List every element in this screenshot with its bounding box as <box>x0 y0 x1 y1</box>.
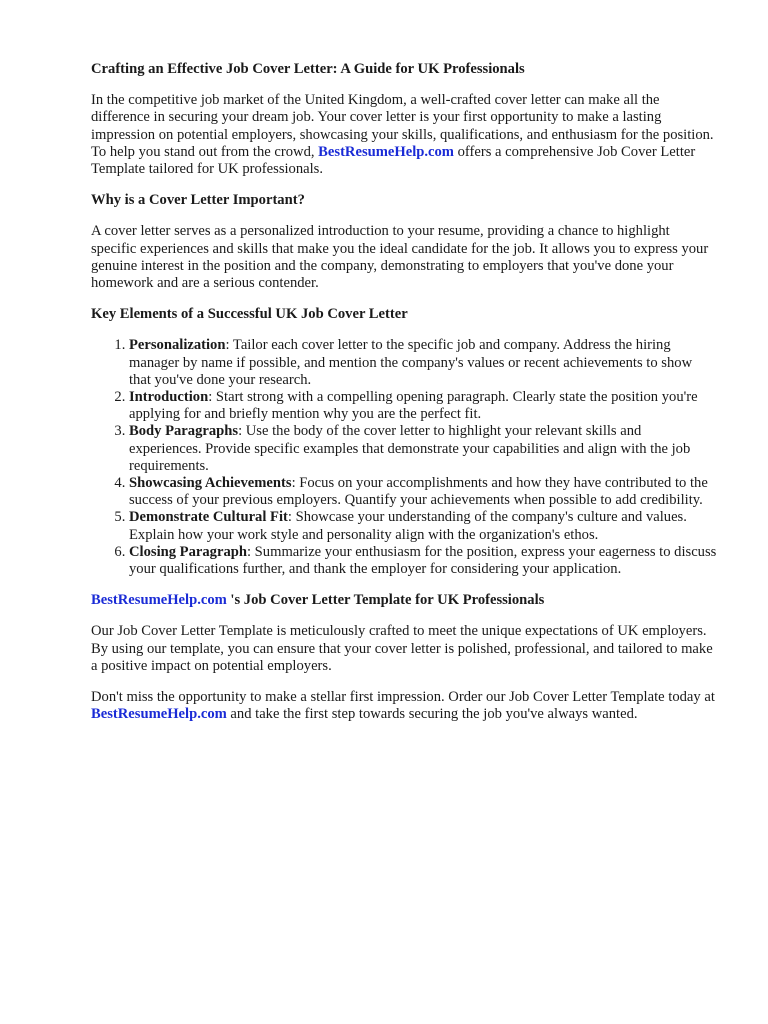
template-heading-text: 's Job Cover Letter Template for UK Professionals <box>226 592 545 609</box>
closing-paragraph <box>91 689 717 723</box>
list-item-cultural-fit <box>129 509 717 543</box>
list-item-text: : Tailor each cover letter to the specific job and company. Address the hiring manager by name if possible, and mention the company's values or recent achievements to show that you've done your research. <box>129 337 693 388</box>
closing-text-after-link: and take the first step towards securing the job you've always wanted. <box>226 706 638 723</box>
list-item-term: Showcasing Achievements <box>129 475 292 492</box>
list-item-term: Personalization <box>129 337 226 354</box>
why-heading: Why is a Cover Letter Important? <box>91 192 305 209</box>
list-item-closing-paragraph <box>129 544 717 578</box>
why-paragraph: A cover letter serves as a personalized introduction to your resume, providing a chance to highlight specific experiences and skills that make you the ideal candidate for the job. It allows you to express your genuine interest in the position and the company, demonstrating to employers that you've done your homework and are a serious contender. <box>91 223 709 292</box>
list-item-text: : Summarize your enthusiasm for the position, express your eagerness to discuss your qualifications further, and thank the employer for considering your application. <box>129 543 717 578</box>
intro-text-before-link: In the competitive job market of the United Kingdom, a well-crafted cover letter can make all the difference in securing your dream job. Your cover letter is your first opportunity to make a lasting impression on potential employers, showcasing your skills, qualifications, and enthusiasm for the position. To help you stand out from the crowd, <box>91 92 714 160</box>
document-title: Crafting an Effective Job Cover Letter: A Guide for UK Professionals <box>91 61 525 77</box>
intro-text-after-link: offers a comprehensive Job Cover Letter Template tailored for UK professionals. <box>91 143 696 178</box>
intro-bestresumehelp-link[interactable]: BestResumeHelp.com <box>318 143 454 160</box>
list-item-body-paragraphs <box>129 423 717 475</box>
list-item-introduction <box>129 389 717 423</box>
template-paragraph: Our Job Cover Letter Template is meticulously crafted to meet the unique expectations of UK employers. By using our template, you can ensure that your cover letter is polished, professional, and tailored to make a positive impact on potential employers. <box>91 623 713 674</box>
list-item-showcasing-achievements <box>129 475 717 509</box>
intro-paragraph <box>91 92 717 178</box>
document-page <box>91 61 717 738</box>
closing-bestresumehelp-link[interactable]: BestResumeHelp.com <box>91 706 227 723</box>
list-item-personalization <box>129 337 717 389</box>
elements-list <box>91 337 717 578</box>
closing-text-before-link: Don't miss the opportunity to make a stellar first impression. Order our Job Cover Letter Template today at <box>91 689 715 706</box>
list-item-text: : Start strong with a compelling opening paragraph. Clearly state the position you're applying for and briefly mention why you are the perfect fit. <box>129 389 698 423</box>
list-item-term: Closing Paragraph <box>129 543 247 560</box>
list-item-text: : Use the body of the cover letter to highlight your relevant skills and experiences. Provide specific examples that demonstrate your capabilities and align with the job requirements. <box>129 423 691 474</box>
list-item-term: Body Paragraphs <box>129 423 239 440</box>
template-heading <box>91 592 717 609</box>
list-item-term: Introduction <box>129 389 209 406</box>
list-item-text: : Focus on your accomplishments and how they have contributed to the success of your previous employers. Quantify your achievements when possible to add credibility. <box>129 475 708 509</box>
elements-heading: Key Elements of a Successful UK Job Cover Letter <box>91 306 408 323</box>
list-item-text: : Showcase your understanding of the company's culture and values. Explain how your work style and personality align with the organization's ethos. <box>129 509 687 543</box>
list-item-term: Demonstrate Cultural Fit <box>129 509 288 526</box>
template-heading-bestresumehelp-link[interactable]: BestResumeHelp.com <box>91 592 227 609</box>
